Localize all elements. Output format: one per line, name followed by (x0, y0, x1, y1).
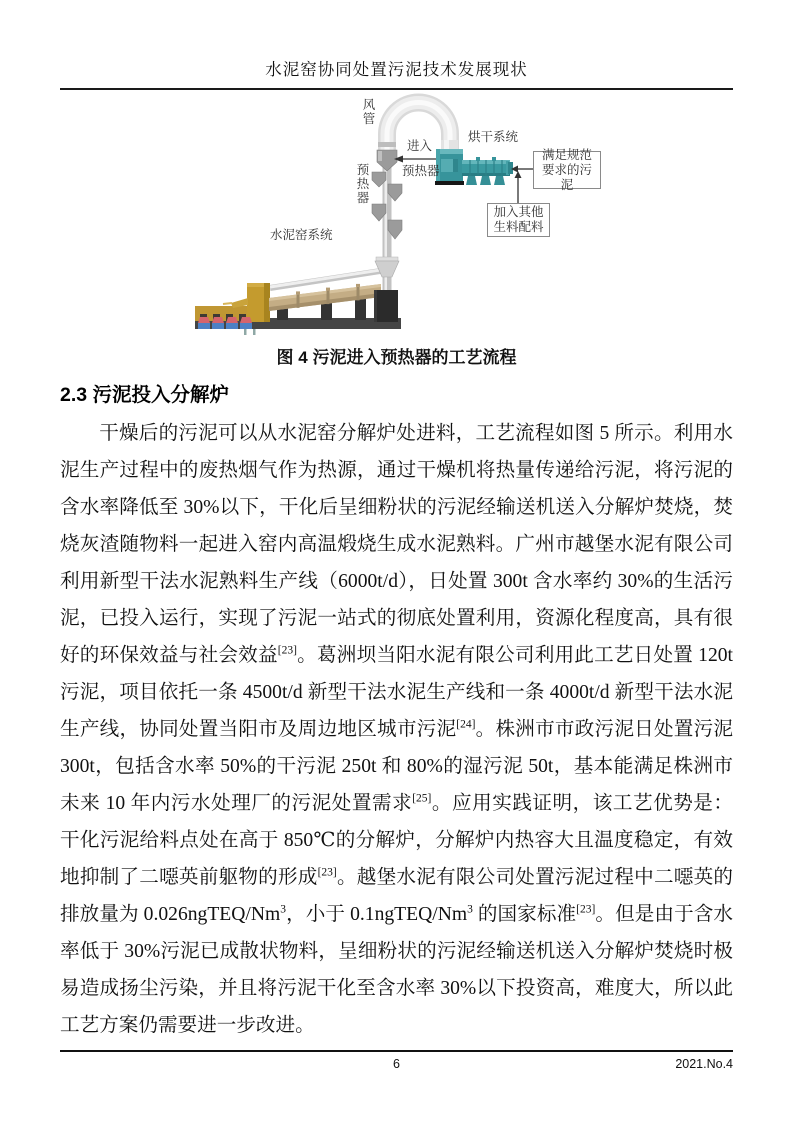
section-heading: 2.3 污泥投入分解炉 (60, 384, 230, 406)
label-drying-system: 烘干系统 (468, 130, 519, 144)
column-funnel (375, 261, 399, 277)
kiln-pier (374, 290, 398, 322)
header-rule (60, 88, 733, 90)
running-title: 水泥窑协同处置污泥技术发展现状 (265, 60, 528, 79)
label-enter: 进入 (407, 139, 433, 153)
issue-label: 2021.No.4 (675, 1057, 733, 1071)
label-enter-target: 预热器 (402, 164, 440, 178)
kiln-head-and-cooler (195, 283, 270, 322)
page-footer (60, 1050, 733, 1071)
figure-caption: 图 4 污泥进入预热器的工艺流程 (276, 348, 517, 367)
footer-row (60, 1052, 733, 1071)
sludge-dryer (435, 140, 513, 185)
label-air-duct: 风管 (362, 98, 376, 126)
page-number: 6 (393, 1057, 400, 1071)
page-content (60, 0, 733, 1044)
figure-4 (60, 92, 733, 340)
body-paragraph: 干燥后的污泥可以从水泥窑分解炉处进料，工艺流程如图 5 所示。利用水泥生产过程中的废热烟气作为热源，通过干燥机将热量传递给污泥，将污泥的含水率降低至 30%以下，干化后呈细粉状的污泥经输送机送入分解炉焚烧，焚烧灰渣随物料一起进入窑内高温煅烧生成水泥熟料。广州市越堡水泥有限公司利用新型干法水泥熟料生产线（6000t/d），日处置 300t 含水率约 30%的生活污泥，已投入运行，实现了污泥一站式的彻底处置利用，资源化程度高，具有很好的环保效益与社会效益[23]。葛洲坝当阳水泥有限公司利用此工艺日处置 120t 污泥，项目依托一条 4500t/d 新型干法水泥生产线和一条 4000t/d 新型干法水泥生产线，协同处置当阳市及周边地区城市污泥[24]。株洲市市政污泥日处置污泥 300t，包括含水率 50%的干污泥 250t 和 80%的湿污泥 50t，基本能满足株洲市未来 10 年内污水处理厂的污泥处置需求[25]。应用实践证明，该工艺优势是：干化污泥给料点处在高于 850℃的分解炉，分解炉内热容大且温度稳定，有效地抑制了二噁英前躯物的形成[23]。越堡水泥有限公司处置污泥过程中二噁英的排放量为 0.026ngTEQ/Nm$^3$，小于 0.1ngTEQ/Nm$^3$ 的国家标准[23]。但是由于含水率低于 30%污泥已成散状物料，呈细粉状的污泥经输送机送入分解炉焚烧时极易造成扬尘污染，并且将污泥干化至含水率 30%以下投资高，难度大，所以此工艺方案仍需要进一步改进。 (60, 423, 734, 1036)
label-preheater-column: 预热器 (356, 163, 370, 205)
box-raw-material: 加入其他生料配料 (487, 203, 550, 237)
label-kiln-system: 水泥窑系统 (270, 228, 333, 242)
box-qualified-sludge: 满足规范要求的污泥 (533, 151, 601, 189)
